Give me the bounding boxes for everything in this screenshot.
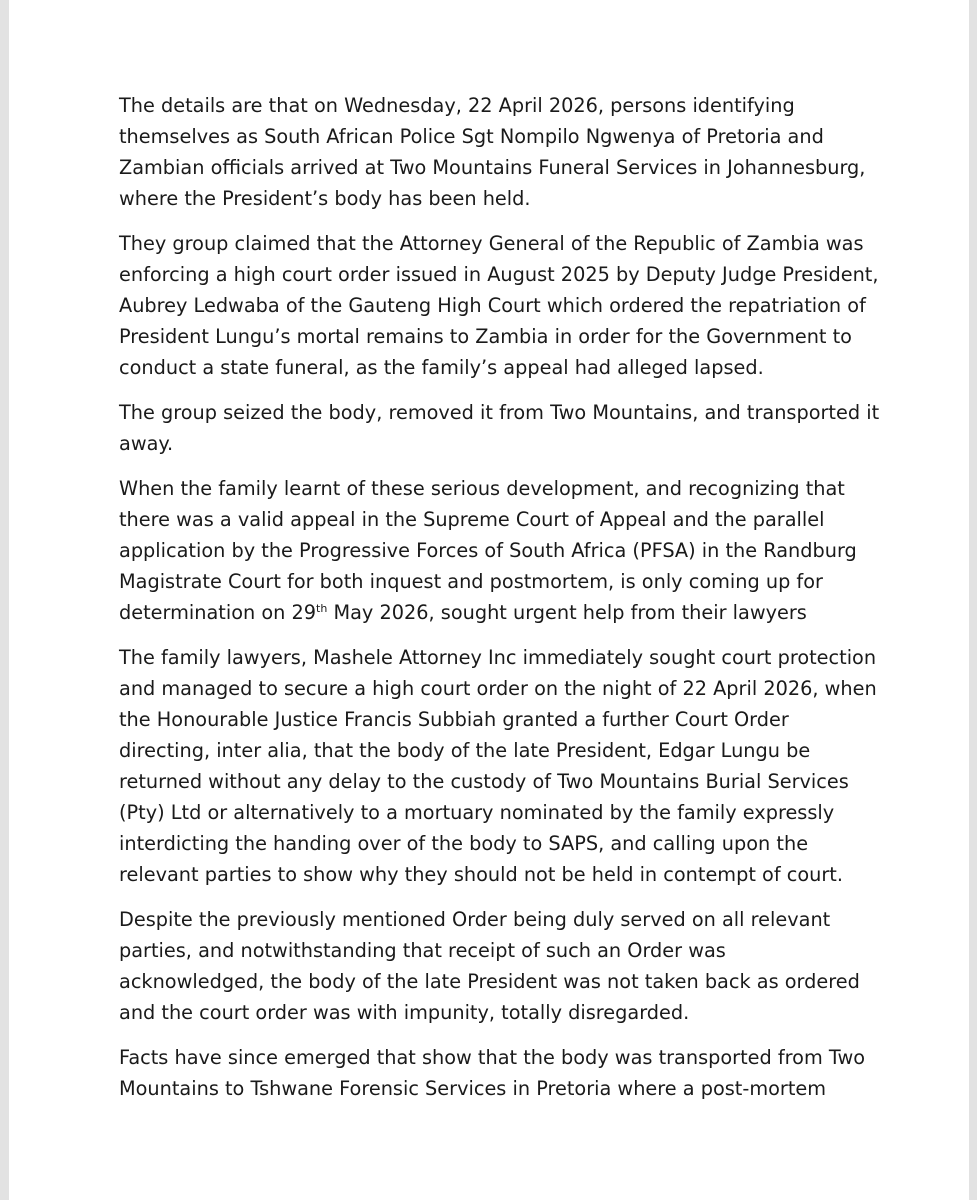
text-line: away. [119,432,174,455]
text-line: (Pty) Ltd or alternatively to a mortuary nominated by the family expressly [119,801,835,824]
text-line: enforcing a high court order issued in August 2025 by Deputy Judge President, [119,263,879,286]
paragraph-2 [119,228,879,383]
text-line: conduct a state funeral, as the family’s appeal had alleged lapsed. [119,356,764,379]
text-line: The group seized the body, removed it from Two Mountains, and transported it [119,401,880,424]
text-line: application by the Progressive Forces of South Africa (PFSA) in the Randburg [119,539,857,562]
page-edge-left [0,0,9,1200]
text-line-with-superscript [119,597,879,628]
text-segment: determination on 29 [119,601,317,624]
ordinal-superscript: th [316,602,328,615]
text-segment: May 2026, sought urgent help from their lawyers [327,601,807,624]
page-edge-right [969,0,977,1200]
text-line: interdicting the handing over of the body to SAPS, and calling upon the [119,832,809,855]
text-line: Magistrate Court for both inquest and postmortem, is only coming up for [119,570,823,593]
text-line: parties, and notwithstanding that receipt of such an Order was [119,939,726,962]
text-line: Despite the previously mentioned Order being duly served on all relevant [119,908,831,931]
paragraph-7 [119,1042,879,1104]
text-line: Aubrey Ledwaba of the Gauteng High Court which ordered the repatriation of [119,294,866,317]
text-line: and managed to secure a high court order on the night of 22 April 2026, when [119,677,877,700]
text-line: themselves as South African Police Sgt Nompilo Ngwenya of Pretoria and [119,125,824,148]
text-line: directing, inter alia, that the body of the late President, Edgar Lungu be [119,739,811,762]
text-line: They group claimed that the Attorney General of the Republic of Zambia was [119,232,864,255]
paragraph-5 [119,642,879,890]
document-page [9,0,969,1200]
text-line: Mountains to Tshwane Forensic Services in Pretoria where a post-mortem [119,1077,827,1100]
paragraph-4 [119,473,879,628]
text-line: President Lungu’s mortal remains to Zambia in order for the Government to [119,325,852,348]
text-line: the Honourable Justice Francis Subbiah granted a further Court Order [119,708,789,731]
text-line: acknowledged, the body of the late President was not taken back as ordered [119,970,860,993]
text-line: Facts have since emerged that show that the body was transported from Two [119,1046,866,1069]
text-line: Zambian officials arrived at Two Mountains Funeral Services in Johannesburg, [119,156,866,179]
paragraph-3 [119,397,879,459]
document-body [119,90,879,1118]
text-line: The family lawyers, Mashele Attorney Inc immediately sought court protection [119,646,877,669]
text-line: returned without any delay to the custody of Two Mountains Burial Services [119,770,849,793]
text-line: When the family learnt of these serious development, and recognizing that [119,477,845,500]
paragraph-6 [119,904,879,1028]
text-line: where the President’s body has been held. [119,187,531,210]
text-line: there was a valid appeal in the Supreme Court of Appeal and the parallel [119,508,825,531]
paragraph-1 [119,90,879,214]
text-line: The details are that on Wednesday, 22 April 2026, persons identifying [119,94,795,117]
text-line: and the court order was with impunity, totally disregarded. [119,1001,690,1024]
text-line: relevant parties to show why they should not be held in contempt of court. [119,863,843,886]
